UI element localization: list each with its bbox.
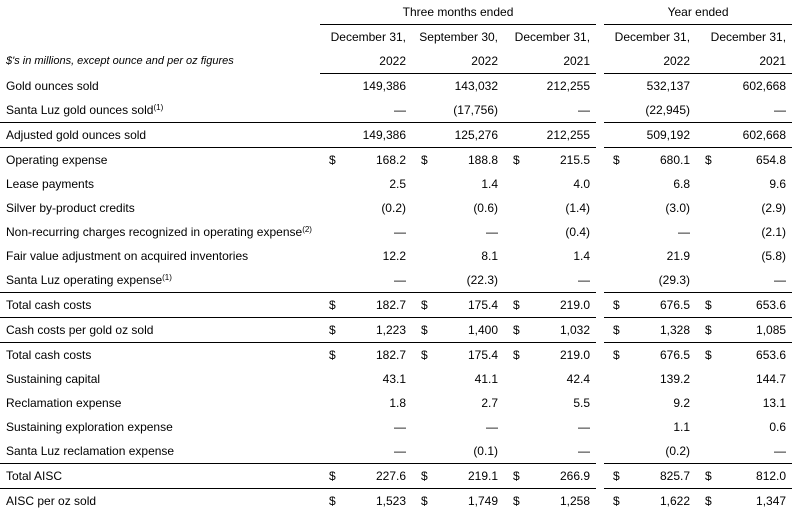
- row-label: [0, 244, 320, 268]
- currency-symbol: $: [412, 343, 440, 368]
- cell-value: 2.7: [440, 391, 504, 415]
- cell-value: 212,255: [532, 123, 596, 148]
- cell-value: 168.2: [348, 148, 412, 173]
- row-label: [0, 343, 320, 368]
- cell-value: —: [348, 98, 412, 123]
- table-row: [0, 367, 792, 391]
- row-label-text: Santa Luz reclamation expense: [6, 444, 174, 458]
- cell-value: 43.1: [348, 367, 412, 391]
- cell-value: —: [348, 415, 412, 439]
- cell-value: 227.6: [348, 464, 412, 489]
- currency-symbol: [604, 74, 632, 99]
- cell-value: (2.1): [724, 220, 792, 244]
- cell-value: 13.1: [724, 391, 792, 415]
- cell-value: (3.0): [632, 196, 696, 220]
- cell-value: —: [724, 98, 792, 123]
- currency-symbol: [320, 172, 348, 196]
- currency-symbol: $: [604, 318, 632, 343]
- cell-value: 812.0: [724, 464, 792, 489]
- cell-value: 12.2: [348, 244, 412, 268]
- table-row: [0, 220, 792, 244]
- currency-symbol: $: [320, 343, 348, 368]
- cell-value: (22,945): [632, 98, 696, 123]
- cell-value: 676.5: [632, 293, 696, 318]
- row-label: [0, 268, 320, 293]
- cell-value: 139.2: [632, 367, 696, 391]
- currency-symbol: [696, 220, 724, 244]
- cell-value: —: [632, 220, 696, 244]
- cell-value: 1,328: [632, 318, 696, 343]
- currency-symbol: $: [504, 489, 532, 513]
- row-label-text: Total cash costs: [6, 298, 91, 312]
- currency-symbol: [504, 367, 532, 391]
- row-label-text: Sustaining capital: [6, 372, 100, 386]
- table-row: [0, 123, 792, 148]
- col-date-header: December 31,: [504, 25, 596, 50]
- currency-symbol: [504, 74, 532, 99]
- table-row: [0, 464, 792, 489]
- footnote-marker: (1): [162, 273, 172, 282]
- cell-value: 4.0: [532, 172, 596, 196]
- cell-value: (1.4): [532, 196, 596, 220]
- col-date-header: December 31,: [604, 25, 696, 50]
- cell-value: 219.1: [440, 464, 504, 489]
- cell-value: 1,258: [532, 489, 596, 513]
- row-label: [0, 196, 320, 220]
- currency-symbol: [412, 439, 440, 464]
- currency-symbol: $: [320, 318, 348, 343]
- cell-value: —: [348, 268, 412, 293]
- cell-value: 219.0: [532, 343, 596, 368]
- cell-value: 6.8: [632, 172, 696, 196]
- cell-value: —: [532, 415, 596, 439]
- currency-symbol: [320, 367, 348, 391]
- cell-value: 653.6: [724, 343, 792, 368]
- cell-value: 8.1: [440, 244, 504, 268]
- currency-symbol: $: [696, 318, 724, 343]
- row-label: [0, 293, 320, 318]
- cell-value: (22.3): [440, 268, 504, 293]
- currency-symbol: [320, 268, 348, 293]
- currency-symbol: [504, 220, 532, 244]
- currency-symbol: [504, 172, 532, 196]
- cell-value: 602,668: [724, 74, 792, 99]
- currency-symbol: [696, 415, 724, 439]
- currency-symbol: [412, 244, 440, 268]
- currency-symbol: $: [320, 464, 348, 489]
- row-label: [0, 220, 320, 244]
- currency-symbol: [604, 98, 632, 123]
- currency-symbol: [696, 123, 724, 148]
- currency-symbol: [412, 74, 440, 99]
- cell-value: 215.5: [532, 148, 596, 173]
- cell-value: (0.1): [440, 439, 504, 464]
- currency-symbol: [320, 244, 348, 268]
- currency-symbol: [320, 220, 348, 244]
- cell-value: —: [724, 268, 792, 293]
- cell-value: 182.7: [348, 293, 412, 318]
- col-year-header: 2022: [604, 49, 696, 74]
- currency-symbol: [320, 391, 348, 415]
- row-label: [0, 318, 320, 343]
- row-label-text: Gold ounces sold: [6, 79, 99, 93]
- currency-symbol: [412, 220, 440, 244]
- currency-symbol: [412, 367, 440, 391]
- currency-symbol: $: [320, 148, 348, 173]
- cell-value: —: [348, 439, 412, 464]
- currency-symbol: $: [412, 489, 440, 513]
- currency-symbol: [696, 439, 724, 464]
- cell-value: (0.4): [532, 220, 596, 244]
- cell-value: 509,192: [632, 123, 696, 148]
- row-label: [0, 439, 320, 464]
- currency-symbol: [604, 172, 632, 196]
- currency-symbol: $: [696, 464, 724, 489]
- cell-value: (0.2): [348, 196, 412, 220]
- cell-value: 1.8: [348, 391, 412, 415]
- currency-symbol: [504, 244, 532, 268]
- currency-symbol: $: [412, 293, 440, 318]
- three-months-header: Three months ended: [320, 0, 596, 25]
- row-label-text: Santa Luz operating expense: [6, 273, 162, 287]
- cell-value: —: [440, 220, 504, 244]
- table-row: [0, 489, 792, 513]
- cell-value: 676.5: [632, 343, 696, 368]
- currency-symbol: $: [504, 293, 532, 318]
- table-row: [0, 268, 792, 293]
- cell-value: 2.5: [348, 172, 412, 196]
- currency-symbol: [604, 415, 632, 439]
- cell-value: (2.9): [724, 196, 792, 220]
- currency-symbol: [320, 98, 348, 123]
- row-label: [0, 489, 320, 513]
- cell-value: —: [724, 439, 792, 464]
- currency-symbol: [412, 172, 440, 196]
- col-date-header: September 30,: [412, 25, 504, 50]
- currency-symbol: [604, 244, 632, 268]
- row-label-text: Silver by-product credits: [6, 201, 135, 215]
- cell-value: 654.8: [724, 148, 792, 173]
- currency-symbol: [696, 172, 724, 196]
- currency-symbol: $: [504, 148, 532, 173]
- row-label-text: Total AISC: [6, 469, 62, 483]
- currency-symbol: $: [412, 148, 440, 173]
- cell-value: 143,032: [440, 74, 504, 99]
- row-label: [0, 464, 320, 489]
- cell-value: —: [532, 98, 596, 123]
- row-label: [0, 367, 320, 391]
- year-ended-header: Year ended: [604, 0, 792, 25]
- currency-symbol: [412, 391, 440, 415]
- cell-value: (5.8): [724, 244, 792, 268]
- currency-symbol: [320, 439, 348, 464]
- currency-symbol: [696, 268, 724, 293]
- table-row: [0, 98, 792, 123]
- cell-value: 175.4: [440, 293, 504, 318]
- row-label-text: Cash costs per gold oz sold: [6, 323, 153, 337]
- cell-value: 21.9: [632, 244, 696, 268]
- cell-value: 149,386: [348, 123, 412, 148]
- cell-value: 9.2: [632, 391, 696, 415]
- currency-symbol: $: [696, 293, 724, 318]
- cell-value: 175.4: [440, 343, 504, 368]
- currency-symbol: $: [604, 464, 632, 489]
- currency-symbol: [604, 123, 632, 148]
- cell-value: (0.2): [632, 439, 696, 464]
- table-row: [0, 172, 792, 196]
- currency-symbol: $: [320, 293, 348, 318]
- currency-symbol: $: [604, 489, 632, 513]
- row-label-text: Santa Luz gold ounces sold: [6, 103, 153, 117]
- currency-symbol: [696, 98, 724, 123]
- cell-value: 1.4: [532, 244, 596, 268]
- col-year-header: 2021: [504, 49, 596, 74]
- cell-value: 825.7: [632, 464, 696, 489]
- currency-symbol: $: [320, 489, 348, 513]
- footnote-marker: (1): [153, 103, 163, 112]
- currency-symbol: $: [504, 464, 532, 489]
- currency-symbol: [604, 196, 632, 220]
- row-label-text: Fair value adjustment on acquired inventories: [6, 249, 248, 263]
- currency-symbol: [412, 98, 440, 123]
- cell-value: 1,347: [724, 489, 792, 513]
- currency-symbol: [320, 196, 348, 220]
- cell-value: 41.1: [440, 367, 504, 391]
- cell-value: (29.3): [632, 268, 696, 293]
- row-label-text: Total cash costs: [6, 348, 91, 362]
- row-label-text: Sustaining exploration expense: [6, 420, 173, 434]
- currency-symbol: [696, 391, 724, 415]
- cell-value: 602,668: [724, 123, 792, 148]
- header-blank: [0, 0, 320, 25]
- table-row: [0, 318, 792, 343]
- currency-symbol: [504, 196, 532, 220]
- currency-symbol: $: [604, 343, 632, 368]
- cell-value: 149,386: [348, 74, 412, 99]
- cell-value: 9.6: [724, 172, 792, 196]
- cell-value: 1,223: [348, 318, 412, 343]
- row-label: [0, 98, 320, 123]
- col-date-header: December 31,: [320, 25, 412, 50]
- table-row: [0, 244, 792, 268]
- currency-symbol: [696, 367, 724, 391]
- row-label-text: Adjusted gold ounces sold: [6, 128, 146, 142]
- cell-value: 5.5: [532, 391, 596, 415]
- currency-symbol: [504, 439, 532, 464]
- currency-symbol: $: [604, 293, 632, 318]
- currency-symbol: [504, 123, 532, 148]
- table-row: [0, 415, 792, 439]
- cell-value: 188.8: [440, 148, 504, 173]
- cell-value: 1.4: [440, 172, 504, 196]
- cell-value: 144.7: [724, 367, 792, 391]
- table-row: [0, 343, 792, 368]
- cell-value: —: [348, 220, 412, 244]
- row-label-text: Lease payments: [6, 177, 94, 191]
- currency-symbol: [604, 268, 632, 293]
- cell-value: 42.4: [532, 367, 596, 391]
- row-label-text: Non-recurring charges recognized in operating expense: [6, 225, 302, 239]
- cell-value: 1,400: [440, 318, 504, 343]
- cell-value: 653.6: [724, 293, 792, 318]
- cell-value: 680.1: [632, 148, 696, 173]
- cell-value: 125,276: [440, 123, 504, 148]
- currency-symbol: [412, 268, 440, 293]
- table-body: [0, 74, 792, 513]
- currency-symbol: [604, 439, 632, 464]
- cell-value: —: [532, 268, 596, 293]
- currency-symbol: $: [412, 464, 440, 489]
- cell-value: —: [532, 439, 596, 464]
- cell-value: 1,085: [724, 318, 792, 343]
- cell-value: 0.6: [724, 415, 792, 439]
- row-label-text: Operating expense: [6, 153, 107, 167]
- cell-value: 266.9: [532, 464, 596, 489]
- currency-symbol: [412, 123, 440, 148]
- col-year-header: 2022: [412, 49, 504, 74]
- currency-symbol: [696, 244, 724, 268]
- currency-symbol: $: [696, 489, 724, 513]
- row-label: [0, 391, 320, 415]
- currency-symbol: $: [604, 148, 632, 173]
- col-date-header: December 31,: [696, 25, 792, 50]
- col-year-header: 2022: [320, 49, 412, 74]
- cell-value: 182.7: [348, 343, 412, 368]
- currency-symbol: $: [696, 148, 724, 173]
- units-label: $'s in millions, except ounce and per oz figures: [0, 49, 320, 74]
- footnote-marker: (2): [302, 225, 312, 234]
- currency-symbol: [504, 391, 532, 415]
- currency-symbol: $: [696, 343, 724, 368]
- table-row: [0, 74, 792, 99]
- cell-value: 219.0: [532, 293, 596, 318]
- row-label-text: AISC per oz sold: [6, 494, 96, 508]
- currency-symbol: $: [412, 318, 440, 343]
- currency-symbol: [320, 74, 348, 99]
- row-label: [0, 123, 320, 148]
- currency-symbol: [604, 391, 632, 415]
- row-label: [0, 415, 320, 439]
- cell-value: 532,137: [632, 74, 696, 99]
- cell-value: 1,032: [532, 318, 596, 343]
- col-year-header: 2021: [696, 49, 792, 74]
- currency-symbol: [320, 415, 348, 439]
- cell-value: (0.6): [440, 196, 504, 220]
- currency-symbol: [412, 196, 440, 220]
- cell-value: —: [440, 415, 504, 439]
- cell-value: 1,622: [632, 489, 696, 513]
- cell-value: 1,749: [440, 489, 504, 513]
- currency-symbol: [504, 98, 532, 123]
- table-row: [0, 293, 792, 318]
- currency-symbol: [696, 196, 724, 220]
- cell-value: 1.1: [632, 415, 696, 439]
- currency-symbol: [696, 74, 724, 99]
- table-row: [0, 148, 792, 173]
- row-label-text: Reclamation expense: [6, 396, 121, 410]
- currency-symbol: $: [504, 318, 532, 343]
- currency-symbol: $: [504, 343, 532, 368]
- cell-value: 212,255: [532, 74, 596, 99]
- table-row: [0, 439, 792, 464]
- cell-value: (17,756): [440, 98, 504, 123]
- currency-symbol: [504, 415, 532, 439]
- row-label: [0, 148, 320, 173]
- row-label: [0, 74, 320, 99]
- currency-symbol: [504, 268, 532, 293]
- row-label: [0, 172, 320, 196]
- currency-symbol: [604, 220, 632, 244]
- table-row: [0, 196, 792, 220]
- currency-symbol: [604, 367, 632, 391]
- currency-symbol: [320, 123, 348, 148]
- table-row: [0, 391, 792, 415]
- currency-symbol: [412, 415, 440, 439]
- cell-value: 1,523: [348, 489, 412, 513]
